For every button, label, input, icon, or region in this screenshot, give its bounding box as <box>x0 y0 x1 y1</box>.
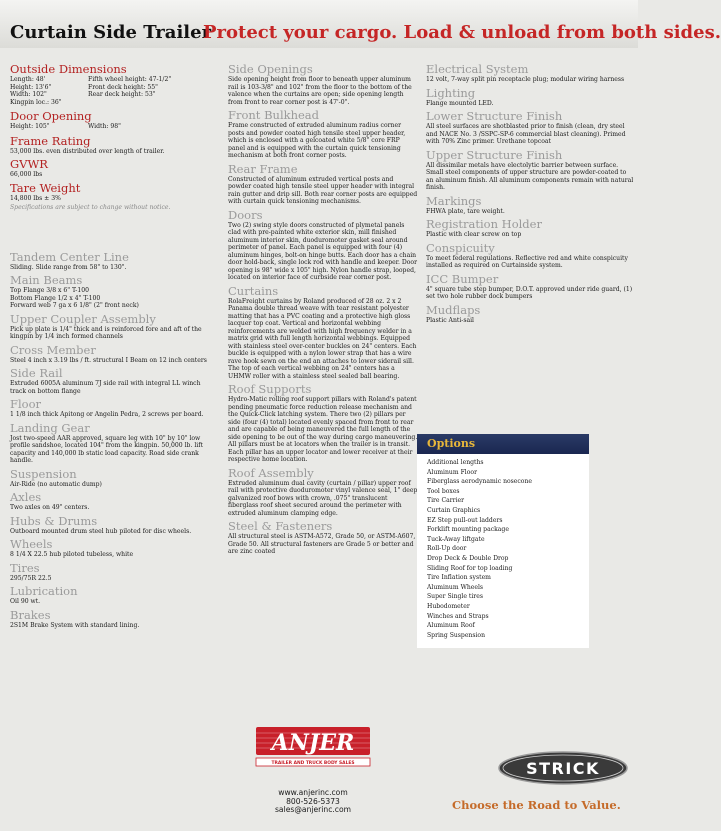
strick-logo <box>497 750 629 786</box>
dimension-value: Fifth wheel height: 47-1/2" <box>88 76 172 83</box>
section-heading: Roof Supports <box>228 382 312 396</box>
middle-column <box>228 62 418 558</box>
option-item: Tuck-Away liftgate <box>427 535 485 543</box>
option-item: EZ Step pull-out ladders <box>427 516 503 524</box>
footer-tagline: Choose the Road to Value. <box>452 798 621 812</box>
section-text: Jost two-speed AAR approved, square leg with 10" by 10" low profile sandshoe, located 104" from the kingpin. 50,000 lb. lift capacity and 140,000 lb static load capacity. Road side crank handle. <box>10 434 203 464</box>
section-heading: Markings <box>426 193 482 208</box>
section-heading: Mudflaps <box>426 302 481 317</box>
anjer-logo-subtext: TRAILER AND TRUCK BODY SALES <box>271 761 355 767</box>
section-text: Plastic with clear screw on top <box>426 231 522 238</box>
section-heading: Frame Rating <box>10 133 91 148</box>
option-item: Roll-Up door <box>427 545 467 553</box>
section-heading: Registration Holder <box>426 217 542 231</box>
dimension-value: Front deck height: 55" <box>88 83 158 91</box>
page-tagline: Protect your cargo. Load & unload from both sides. <box>203 22 721 43</box>
section-heading: Upper Coupler Assembly <box>10 311 156 326</box>
section-text: Pick up plate is 1/4" thick and is reinforced fore and aft of the kingpin by 1/4 inch formed channels <box>10 325 202 340</box>
dimension-value <box>88 99 208 107</box>
website-link[interactable]: www.anjerinc.com <box>278 788 348 797</box>
section-text: Extruded 6005A aluminum 7J side rail with integral LL winch track on bottom flange <box>10 380 201 395</box>
section-text: Top Flange 3/8 x 6" T-100 <box>10 287 89 294</box>
section-text: Forward web 7 ga x 6 1/8" (2" front neck) <box>10 302 139 309</box>
option-item: Tire Carrier <box>427 497 465 505</box>
section-heading: Steel & Fasteners <box>228 519 333 533</box>
section-heading: Lubrication <box>10 584 78 598</box>
disclaimer-note: Specifications are subject to change without notice. <box>10 204 171 211</box>
door-opening-table <box>10 123 208 131</box>
section-heading: Curtains <box>228 283 279 298</box>
option-item: Super Single tires <box>427 593 483 601</box>
option-item: Fiberglass aerodynamic nosecone <box>427 478 533 486</box>
section-heading: Side Rail <box>10 366 63 380</box>
section-text: 14,800 lbs ± 3% <box>10 194 61 202</box>
section-text: Hydro-Matic rolling roof support pillars with Roland's patent pending pneumatic force reduction release mechanism and the Quick-Click latching system. There two (2) pillars per side (four (4) total) located evenly spaced from front to rear and are capable of being maneuvered the full length of the side opening to be out of the way during cargo maneuvering. All pillars must be at locators when the trailer is in transit. Each pillar has an upper locator and lower receiver at their respective home location. <box>228 396 418 463</box>
section-text: 1 1/8 inch thick Apitong or Angelin Pedra, 2 screws per board. <box>10 411 204 418</box>
section-text: RolaFreight curtains by Roland produced of 28 oz. 2 x 2 Panama double thread weave with tear resistant polyester matting that has a PVC coating and a protective high gloss lacquer top coat. Vertical and horizontal webbing reinforcements are welded with high frequency welder in a matrix grid with full length horizontal webbings. Equipped with stainless steel over-center buckles on 24" centers. Each buckle is equipped with a nylon lower strap that has a wire rave hook sewn on the end an attaches to lower siderail sill. The top of each vertical webbing on 24" centers has a UHMW roller with a stainless steel sealed ball bearing. <box>228 297 417 380</box>
option-item: Aluminum Wheels <box>427 583 484 591</box>
section-text: Two (2) swing style doors constructed of plymetal panels clad with pre-painted white exterior skin, mill finished aluminum interior skin, duoduromoter gasket seal around perimeter of panel. Each panel is equipped with four (4) aluminum hinges, bolt-on hinge butts. Each door has a chain door hold-back, single lock rod with handle and keeper. Door opening is 98" wide x 105" high. Nylon handle strap, looped, located on interior face of curbside rear corner post. <box>228 221 417 281</box>
section-heading: GVWR <box>10 157 48 171</box>
option-item: Tool boxes <box>427 487 460 495</box>
section-text: Side opening height from floor to beneath upper aluminum rail is 103-3/8" and 102" from the floor to the bottom of the valence when the curtains are open; side opening length from front to rear corner post is 47'-0". <box>228 76 412 106</box>
section-text: Plastic Anti-sail <box>426 316 474 324</box>
dimension-value: Height: 13'6" <box>10 83 52 91</box>
dimension-value: Kingpin loc.: 36" <box>10 98 62 106</box>
section-text: FHWA plate, tare weight. <box>426 207 505 215</box>
section-text: All structural steel is ASTM-A572, Grade 50, or ASTM-A607, Grade 50. All structural fasteners are Grade 5 or better and are zinc coated <box>228 533 416 555</box>
section-text: 12 volt, 7-way split pin receptacle plug; modular wiring harness <box>426 76 625 83</box>
option-item: Hubodometer <box>427 602 470 610</box>
options-heading: Options <box>417 434 589 454</box>
section-text: 53,000 lbs. even distributed over length of trailer. <box>10 147 165 155</box>
section-heading: Tires <box>10 560 40 575</box>
section-text: Steel 4 inch x 3.19 lbs / ft. structural I Beam on 12 inch centers <box>10 356 207 364</box>
anjer-logo-text: ANJER <box>271 730 355 756</box>
section-text: 295/75R 22.5 <box>10 574 52 582</box>
phone-number: 800-526-5373 <box>286 796 340 806</box>
section-heading: Upper Structure Finish <box>426 147 563 162</box>
dimension-value: Length: 48' <box>10 76 46 83</box>
contact-block <box>228 789 398 815</box>
section-text: Flange mounted LED. <box>426 99 494 107</box>
dimension-value: Rear deck height: 53" <box>88 91 156 98</box>
section-heading: Hubs & Drums <box>10 513 98 528</box>
dimension-value: Width: 102" <box>10 91 47 98</box>
section-text: 8 1/4 X 22.5 hub piloted tubeless, white <box>10 551 134 558</box>
page-title: Curtain Side Trailer <box>10 22 212 43</box>
option-item: Forklift mounting package <box>427 526 509 534</box>
section-text: 4" square tube step bumper, D.O.T. approved under ride guard, (1) set two hole rubber dock bumpers <box>426 285 633 300</box>
email-link[interactable]: sales@anjerinc.com <box>274 805 352 815</box>
options-list <box>427 459 587 641</box>
right-column <box>426 62 634 326</box>
section-heading: Door Opening <box>10 109 92 123</box>
option-item: Winches and Straps <box>427 612 489 620</box>
section-text: All dissimilar metals have electolytic barrier between surface. Small steel components of upper structure are powder-coated to an aluminum finish. All aluminum components remain with natural finish. <box>426 161 634 191</box>
outside-dimensions-table <box>10 76 208 106</box>
section-heading: Axles <box>10 490 42 504</box>
section-heading: Landing Gear <box>10 420 90 435</box>
section-heading: Lighting <box>426 85 476 100</box>
option-item: Sliding Roof for top loading <box>427 564 513 572</box>
section-text: Oil 90 wt. <box>10 598 41 605</box>
section-heading: Conspicuity <box>426 240 495 255</box>
section-text: Constructed of aluminum extruded vertical posts and powder coated high tensile steel upper header with integral rain gutter and drip sill. Both rear corner posts are equipped with curtain quick tensioning mechanisms. <box>228 175 418 205</box>
section-text: 2S1M Brake System with standard lining. <box>10 621 140 629</box>
left-column <box>10 62 208 631</box>
option-item: Additional lengths <box>427 459 484 466</box>
section-heading: Main Beams <box>10 273 83 287</box>
section-text: All steel surfaces are shotblasted prior to finish (clean, dry steel and NACE No. 3 /SSPC-SP-6 commercial blast cleaning). Primed with 70% Zinc primer. Urethane topcoat <box>426 123 626 145</box>
section-text: Air-Ride (no automatic dump) <box>10 480 102 488</box>
option-item: Tire Inflation system <box>427 574 491 582</box>
section-heading: Floor <box>10 397 42 411</box>
section-text: Frame constructed of extruded aluminum radius corner posts and powder coated high tensile steel upper header, which is enclosed with a gelcoated white 5/8" core FRP panel and is equipped with the curtain quick tensioning mechanism at both front corner posts. <box>228 122 406 159</box>
section-heading: Outside Dimensions <box>10 62 127 76</box>
section-heading: Tandem Center Line <box>10 249 129 264</box>
strick-logo-text: STRICK <box>526 759 600 778</box>
option-item: Aluminum Floor <box>427 468 477 476</box>
section-heading: Side Openings <box>228 62 313 76</box>
section-heading: Cross Member <box>10 342 96 357</box>
header-banner <box>0 0 721 48</box>
section-heading: Doors <box>228 207 263 222</box>
section-heading: Lower Structure Finish <box>426 109 563 123</box>
section-heading: Roof Assembly <box>228 465 314 480</box>
section-heading: Tare Weight <box>10 180 81 195</box>
section-text: Outboard mounted drum steel hub piloted for disc wheels. <box>10 527 192 535</box>
dimension-value: Width: 98" <box>88 123 121 130</box>
section-text: 66,000 lbs <box>10 171 43 178</box>
section-heading: Electrical System <box>426 62 529 76</box>
section-heading: Wheels <box>10 537 53 551</box>
section-heading: Rear Frame <box>228 161 298 176</box>
dimension-value: Height: 105" <box>10 123 50 130</box>
section-text: Bottom Flange 1/2 x 4" T-100 <box>10 294 101 302</box>
section-text: Extruded aluminum dual cavity (curtain / pillar) upper roof rail with protective duoduromoter vinyl valence seal, 1" deep galvanized roof bows with crown, .075" translucent fiberglass roof sheet secured around the perimeter with extruded aluminum clamping edge. <box>228 479 418 517</box>
option-item: Aluminum Roof <box>427 622 475 630</box>
section-heading: Brakes <box>10 607 51 622</box>
section-heading: Front Bulkhead <box>228 108 320 122</box>
section-text: Sliding. Slide range from 58" to 130". <box>10 263 127 271</box>
section-heading: ICC Bumper <box>426 271 499 286</box>
anjer-logo <box>254 725 372 769</box>
option-item: Drop Deck & Double Drop <box>427 554 509 562</box>
option-item: Spring Suspension <box>427 631 486 639</box>
section-text: Two axles on 49" centers. <box>10 504 90 511</box>
section-heading: Suspension <box>10 466 77 481</box>
option-item: Curtain Graphics <box>427 506 481 514</box>
section-text: To meet federal regulations. Reflective red and white conspicuity installed as required on Curtainside system. <box>426 254 628 269</box>
